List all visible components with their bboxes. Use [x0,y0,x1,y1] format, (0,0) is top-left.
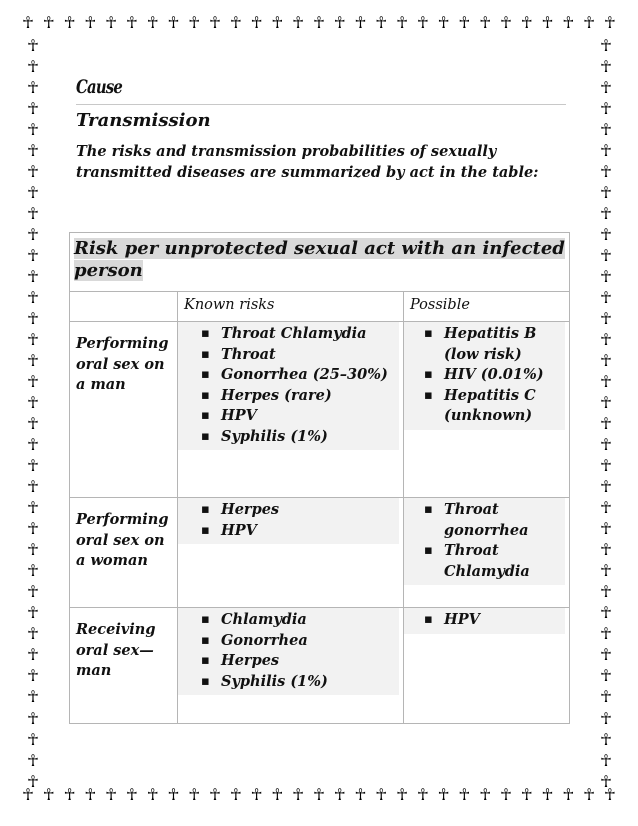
known-risks-cell [178,498,404,608]
list-item: ▪ HIV (0.01%) [404,365,565,386]
figure-ornament-icon: ☥ [600,687,612,707]
figure-ornament-icon: ☥ [146,13,159,32]
figure-ornament-icon: ☥ [375,13,388,32]
figure-ornament-icon: ☥ [209,13,221,32]
figure-ornament-icon: ☥ [250,13,263,32]
figure-ornament-icon: ☥ [333,13,346,32]
figure-ornament-icon: ☥ [600,414,612,434]
figure-ornament-icon: ☥ [63,785,76,804]
figure-ornament-icon: ☥ [27,561,39,581]
figure-ornament-icon: ☥ [27,78,39,98]
figure-ornament-icon: ☥ [27,393,39,413]
figure-ornament-icon: ☥ [27,771,39,790]
figure-ornament-icon: ☥ [600,99,612,119]
table-row [70,498,570,608]
table-caption-cell [70,233,570,292]
figure-ornament-icon: ☥ [27,99,39,119]
list-item: ▪ HPV [178,406,399,427]
figure-ornament-icon: ☥ [396,785,408,804]
figure-ornament-icon: ☥ [562,13,575,32]
figure-ornament-icon: ☥ [63,13,76,32]
figure-ornament-icon: ☥ [600,78,612,98]
figure-ornament-icon: ☥ [27,645,39,665]
list-item: ▪ Herpes [178,500,399,521]
figure-ornament-icon: ☥ [188,785,201,804]
figure-ornament-icon: ☥ [600,183,612,203]
figure-ornament-icon: ☥ [167,785,180,804]
list-item: ▪ Gonorrhea [178,631,399,652]
figure-ornament-icon: ☥ [375,785,388,804]
figure-ornament-icon: ☥ [600,204,612,224]
page-border-right [595,38,617,790]
figure-ornament-icon: ☥ [416,13,429,32]
figure-ornament-icon: ☥ [27,435,39,455]
figure-ornament-icon: ☥ [520,13,533,32]
figure-ornament-icon: ☥ [27,351,39,371]
figure-ornament-icon: ☥ [27,204,39,224]
figure-ornament-icon: ☥ [84,13,97,32]
figure-ornament-icon: ☥ [354,785,367,804]
figure-ornament-icon: ☥ [600,561,612,581]
figure-ornament-icon: ☥ [416,785,429,804]
known-risks-cell [178,322,404,498]
figure-ornament-icon: ☥ [27,372,39,392]
figure-ornament-icon: ☥ [583,13,596,32]
figure-ornament-icon: ☥ [600,477,612,497]
list-item: ▪ Syphilis (1%) [178,672,399,693]
figure-ornament-icon: ☥ [27,120,39,140]
figure-ornament-icon: ☥ [354,13,367,32]
figure-ornament-icon: ☥ [27,687,39,707]
figure-ornament-icon: ☥ [458,785,471,804]
heading-divider [76,104,566,105]
figure-ornament-icon: ☥ [600,771,612,790]
figure-ornament-icon: ☥ [600,603,612,623]
figure-ornament-icon: ☥ [27,162,39,182]
figure-ornament-icon: ☥ [27,582,39,602]
figure-ornament-icon: ☥ [600,351,612,371]
figure-ornament-icon: ☥ [271,785,284,804]
figure-ornament-icon: ☥ [27,540,39,560]
figure-ornament-icon: ☥ [600,57,612,77]
figure-ornament-icon: ☥ [27,603,39,623]
figure-ornament-icon: ☥ [27,498,39,518]
figure-ornament-icon: ☥ [437,785,450,804]
figure-ornament-icon: ☥ [603,785,616,804]
figure-ornament-icon: ☥ [600,708,612,728]
figure-ornament-icon: ☥ [600,288,612,308]
list-item: ▪ Throat Chlamydia [404,541,565,582]
row-label: Performing oral sex on a woman [70,498,178,608]
figure-ornament-icon: ☥ [499,13,512,32]
figure-ornament-icon: ☥ [250,785,263,804]
figure-ornament-icon: ☥ [312,785,325,804]
figure-ornament-icon: ☥ [27,267,39,287]
figure-ornament-icon: ☥ [600,456,612,476]
list-item: ▪ Hepatitis C (unknown) [404,386,565,427]
figure-ornament-icon: ☥ [229,785,242,804]
figure-ornament-icon: ☥ [27,624,39,644]
list-item: ▪ Hepatitis B (low risk) [404,324,565,365]
figure-ornament-icon: ☥ [600,498,612,518]
figure-ornament-icon: ☥ [188,13,201,32]
figure-ornament-icon: ☥ [27,750,39,770]
figure-ornament-icon: ☥ [600,246,612,266]
figure-ornament-icon: ☥ [600,729,612,749]
known-risks-cell [178,608,404,724]
figure-ornament-icon: ☥ [520,785,533,804]
figure-ornament-icon: ☥ [600,309,612,329]
figure-ornament-icon: ☥ [209,785,221,804]
figure-ornament-icon: ☥ [541,785,554,804]
possible-risks-cell [404,498,570,608]
figure-ornament-icon: ☥ [27,246,39,266]
figure-ornament-icon: ☥ [600,393,612,413]
list-item: ▪ HPV [404,610,565,631]
figure-ornament-icon: ☥ [27,519,39,539]
page-border-bottom [22,784,616,806]
figure-ornament-icon: ☥ [22,785,34,804]
figure-ornament-icon: ☥ [437,13,450,32]
figure-ornament-icon: ☥ [27,38,39,55]
figure-ornament-icon: ☥ [600,120,612,140]
figure-ornament-icon: ☥ [312,13,325,32]
figure-ornament-icon: ☥ [42,785,55,804]
possible-risks-cell [404,608,570,724]
figure-ornament-icon: ☥ [27,708,39,728]
figure-ornament-icon: ☥ [600,162,612,182]
figure-ornament-icon: ☥ [125,13,138,32]
figure-ornament-icon: ☥ [600,225,612,245]
figure-ornament-icon: ☥ [125,785,138,804]
list-item: ▪ Throat [178,345,399,366]
figure-ornament-icon: ☥ [600,38,612,55]
figure-ornament-icon: ☥ [27,141,39,161]
figure-ornament-icon: ☥ [499,785,512,804]
figure-ornament-icon: ☥ [167,13,180,32]
figure-ornament-icon: ☥ [105,13,118,32]
figure-ornament-icon: ☥ [600,540,612,560]
figure-ornament-icon: ☥ [292,13,305,32]
figure-ornament-icon: ☥ [105,785,118,804]
figure-ornament-icon: ☥ [600,666,612,686]
row-label: Performing oral sex on a man [70,322,178,498]
section-title: Transmission [76,110,211,131]
column-header-act [70,292,178,322]
figure-ornament-icon: ☥ [541,13,554,32]
figure-ornament-icon: ☥ [600,435,612,455]
table-row [70,608,570,724]
figure-ornament-icon: ☥ [333,785,346,804]
figure-ornament-icon: ☥ [396,13,408,32]
figure-ornament-icon: ☥ [600,141,612,161]
list-item: ▪ Syphilis (1%) [178,427,399,448]
figure-ornament-icon: ☥ [27,330,39,350]
figure-ornament-icon: ☥ [271,13,284,32]
figure-ornament-icon: ☥ [600,519,612,539]
possible-risks-cell [404,322,570,498]
list-item: ▪ Gonorrhea (25–30%) [178,365,399,386]
figure-ornament-icon: ☥ [27,183,39,203]
figure-ornament-icon: ☥ [292,785,305,804]
figure-ornament-icon: ☥ [479,785,492,804]
figure-ornament-icon: ☥ [27,225,39,245]
figure-ornament-icon: ☥ [600,582,612,602]
figure-ornament-icon: ☥ [27,309,39,329]
intro-paragraph: The risks and transmission probabilities of sexually transmitted diseases are summarized by act in the table: [76,143,539,181]
figure-ornament-icon: ☥ [600,645,612,665]
row-label: Receiving oral sex—man [70,608,178,724]
figure-ornament-icon: ☥ [27,729,39,749]
figure-ornament-icon: ☥ [84,785,97,804]
figure-ornament-icon: ☥ [479,13,492,32]
figure-ornament-icon: ☥ [27,414,39,434]
figure-ornament-icon: ☥ [562,785,575,804]
figure-ornament-icon: ☥ [583,785,596,804]
page-border-left [22,38,44,790]
list-item: ▪ Throat Chlamydia [178,324,399,345]
figure-ornament-icon: ☥ [22,13,34,32]
figure-ornament-icon: ☥ [600,330,612,350]
column-header-possible: Possible [404,292,570,322]
figure-ornament-icon: ☥ [42,13,55,32]
cursive-heading: Cause [76,76,123,98]
figure-ornament-icon: ☥ [27,57,39,77]
list-item: ▪ Herpes [178,651,399,672]
figure-ornament-icon: ☥ [27,456,39,476]
table-caption: Risk per unprotected sexual act with an infected person [74,238,565,281]
page-border-top [22,12,616,34]
figure-ornament-icon: ☥ [458,13,471,32]
figure-ornament-icon: ☥ [600,372,612,392]
list-item: ▪ Throat gonorrhea [404,500,565,541]
figure-ornament-icon: ☥ [600,624,612,644]
figure-ornament-icon: ☥ [146,785,159,804]
list-item: ▪ Chlamydia [178,610,399,631]
figure-ornament-icon: ☥ [603,13,616,32]
list-item: ▪ Herpes (rare) [178,386,399,407]
figure-ornament-icon: ☥ [27,288,39,308]
figure-ornament-icon: ☥ [229,13,242,32]
table-row [70,322,570,498]
figure-ornament-icon: ☥ [27,666,39,686]
risk-table [69,232,570,724]
column-header-known: Known risks [178,292,404,322]
list-item: ▪ HPV [178,521,399,542]
figure-ornament-icon: ☥ [600,750,612,770]
figure-ornament-icon: ☥ [600,267,612,287]
figure-ornament-icon: ☥ [27,477,39,497]
